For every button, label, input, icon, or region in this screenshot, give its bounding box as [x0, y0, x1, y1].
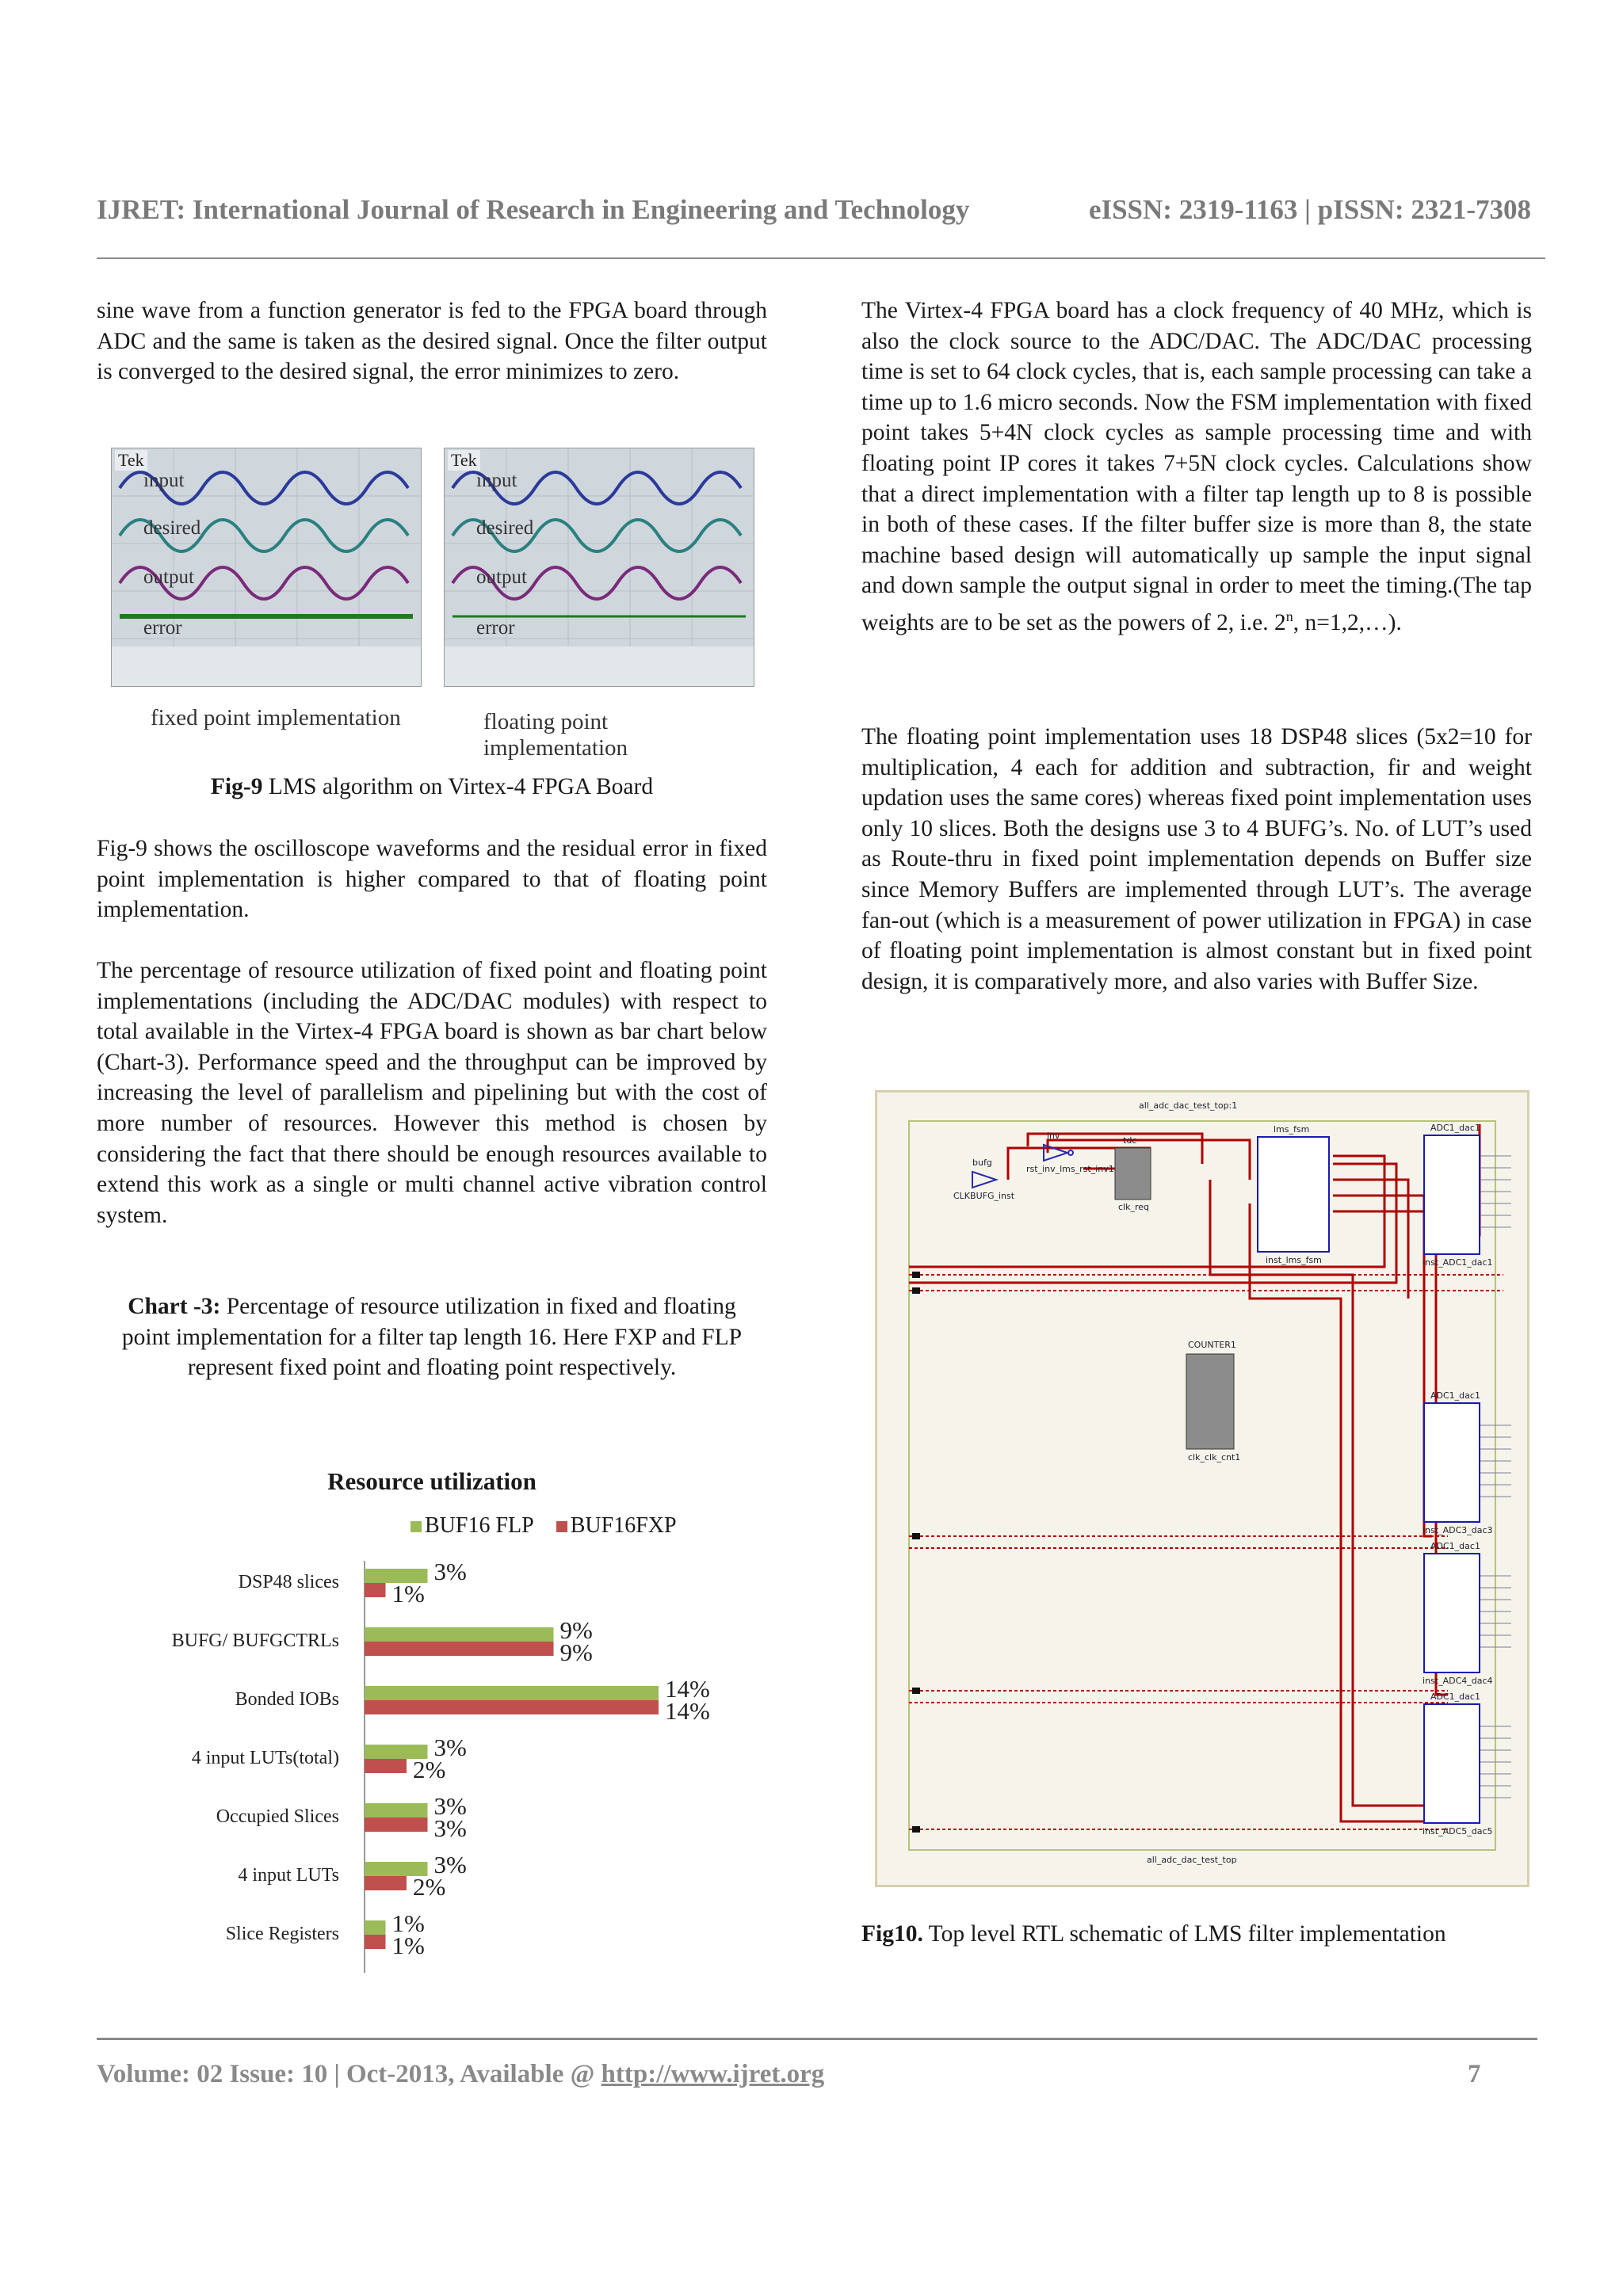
chart3-caption-label: Chart -3:	[128, 1294, 221, 1319]
bar-value-label: 9%	[559, 1616, 593, 1644]
bar-flp	[365, 1920, 386, 1935]
bar-value-label: 3%	[433, 1792, 467, 1820]
bar-value-label: 2%	[413, 1756, 446, 1783]
scope-fixed-point	[111, 448, 422, 687]
fig9-caption	[97, 772, 767, 803]
bar-flp	[365, 1686, 659, 1700]
bar-value-label: 1%	[391, 1932, 425, 1959]
fig10-caption	[861, 1919, 1532, 1950]
legend-label-fxp: BUF16FXP	[570, 1513, 677, 1538]
bar-value-label: 14%	[665, 1675, 710, 1703]
counter-instance: clk_clk_cnt1	[1188, 1452, 1241, 1463]
schematic-top-title: all_adc_dac_test_top:1	[1139, 1100, 1238, 1111]
category-label: 4 input LUTs	[238, 1865, 339, 1886]
scope-label-desired: desired	[476, 517, 534, 539]
counter-label: COUNTER1	[1188, 1340, 1236, 1350]
lms-fsm-instance: inst_lms_fsm	[1266, 1255, 1322, 1265]
chart-title: Resource utilization	[327, 1467, 537, 1495]
header-rule	[97, 257, 1545, 259]
issn: eISSN: 2319-1163 | pISSN: 2321-7308	[1088, 194, 1531, 225]
fig10-caption-text: Top level RTL schematic of LMS filter implementation	[922, 1921, 1446, 1947]
scope-label-input: input	[143, 470, 185, 491]
bar-flp	[365, 1627, 554, 1642]
footer-text: Volume: 02 Issue: 10 | Oct-2013, Available @	[97, 2060, 601, 2088]
scope-brand: Tek	[448, 450, 480, 471]
chart3-caption-text: Percentage of resource utilization in fixed and floating point implementation for a filter tap length 16. Here FXP and FLP represent fixed point and floating point respectively.	[121, 1294, 743, 1381]
tdc-instance: clk_req	[1118, 1202, 1150, 1212]
chart-plot	[97, 1450, 767, 1973]
journal-title: IJRET: International Journal of Research in Engineering and Technology	[97, 194, 970, 225]
adc3-instance: inst_ADC3_dac3	[1423, 1525, 1493, 1535]
schematic-drawing	[877, 1093, 1527, 1885]
scope-label-output: output	[143, 566, 194, 588]
tdc-label: tdc	[1123, 1135, 1137, 1146]
legend-label-flp: BUF16 FLP	[425, 1513, 534, 1538]
adc1-instance: inst_ADC1_dac1	[1423, 1257, 1493, 1268]
journal-link[interactable]: http://www.ijret.org	[601, 2060, 825, 2088]
bar-value-label: 1%	[391, 1909, 425, 1937]
bar-value-label: 9%	[559, 1638, 593, 1666]
fig9-caption-label: Fig-9	[210, 774, 263, 799]
inverter-instance: rst_inv_lms_rst_inv1	[1026, 1164, 1114, 1174]
page-number: 7	[1468, 2060, 1481, 2088]
bar-value-label: 3%	[433, 1851, 467, 1878]
footer-rule	[97, 2038, 1537, 2040]
right-paragraph-2: The floating point implementation uses 18 DSP48 slices (5x2=10 for multiplication, 4 each for addition and subtraction, fir and weight updation uses the same cores) whereas fixed point implementation uses only 10 slices. Both the designs use 3 to 4 BUFG’s. No. of LUT’s used as Route-thru in fixed point implementation depends on Buffer size since Memory Buffers are implemented through LUT’s. The average fan-out (which is a measurement of power utilization in FPGA) in case of floating point implementation is almost constant but in fixed point design, it is comparatively more, and also varies with Buffer Size.	[861, 724, 1532, 994]
fig9-panel-caption-float: floating point implementation	[483, 709, 628, 761]
page-footer	[97, 2060, 1484, 2089]
bar-flp	[365, 1803, 428, 1817]
adc3-label: ADC1_dac1	[1430, 1390, 1480, 1401]
bar-fxp	[365, 1876, 407, 1890]
adc1-label: ADC1_dac1	[1430, 1123, 1480, 1133]
bufg-label: bufg	[972, 1158, 992, 1168]
page-header	[97, 194, 1531, 226]
rtl-schematic	[875, 1090, 1529, 1887]
adc4-label: ADC1_dac1	[1430, 1541, 1480, 1551]
scope-label-error: error	[476, 617, 515, 639]
scope-label-error: error	[143, 617, 182, 639]
right-paragraph-1-text: The Virtex-4 FPGA board has a clock frequency of 40 MHz, which is also the clock source to the ADC/DAC. The ADC/DAC processing time is set to 64 clock cycles, that is, each sample processing can take a time up to 1.6 micro seconds. Now the FSM implementation with fixed point takes 5+4N clock cycles as sample processing time and with floating point IP cores it takes 7+5N clock cycles. Calculations show that a direct implementation with a filter tap length up to 8 is possible in both of these cases. If the filter buffer size is more than 8, the state machine based design will automatically up sample the input signal and down sample the output signal in order to meet the timing.(The tap weights are to be set as the powers of 2, i.e. 2	[861, 298, 1532, 635]
bar-value-label: 3%	[433, 1733, 467, 1761]
fig9-caption-text: LMS algorithm on Virtex-4 FPGA Board	[262, 774, 654, 799]
left-paragraph-2: Fig-9 shows the oscilloscope waveforms and the residual error in fixed point implementation is higher compared to that of floating point implementation.	[97, 836, 767, 923]
resource-utilization-chart	[97, 1450, 767, 1973]
scope-label-output: output	[476, 566, 527, 588]
bar-value-label: 3%	[433, 1558, 467, 1585]
right-paragraph-1-end: , n=1,2,…).	[1293, 609, 1402, 635]
fig9-panel-caption-fixed: fixed point implementation	[151, 705, 401, 730]
scope-label-input: input	[476, 470, 517, 491]
category-label: Bonded IOBs	[235, 1689, 339, 1710]
scope-brand: Tek	[115, 450, 147, 471]
bar-value-label: 3%	[433, 1814, 467, 1842]
category-label: 4 input LUTs(total)	[191, 1748, 339, 1768]
category-label: DSP48 slices	[238, 1572, 339, 1592]
bar-fxp	[365, 1642, 554, 1656]
scope-label-desired: desired	[143, 517, 201, 539]
adc5-label: ADC1_dac1	[1430, 1691, 1480, 1702]
schematic-bottom-title: all_adc_dac_test_top	[1147, 1855, 1237, 1865]
right-paragraph-1	[861, 296, 1532, 638]
adc5-instance: inst_ADC5_dac5	[1423, 1826, 1493, 1836]
category-label: BUFG/ BUFGCTRLs	[171, 1630, 339, 1651]
bar-fxp	[365, 1700, 659, 1714]
bar-fxp	[365, 1583, 386, 1597]
chart3-caption	[103, 1291, 761, 1383]
bufg-instance: CLKBUFG_inst	[953, 1191, 1015, 1201]
bar-value-label: 1%	[391, 1580, 425, 1608]
scope-floating-point	[444, 448, 754, 687]
bar-fxp	[365, 1759, 407, 1773]
bar-value-label: 14%	[665, 1697, 710, 1725]
bar-fxp	[365, 1817, 428, 1832]
adc4-instance: inst_ADC4_dac4	[1423, 1676, 1493, 1686]
inverter-label: inv	[1047, 1131, 1060, 1141]
category-label: Slice Registers	[225, 1924, 339, 1944]
category-label: Occupied Slices	[216, 1806, 339, 1827]
superscript-n: n	[1285, 608, 1293, 624]
bar-fxp	[365, 1935, 386, 1949]
left-paragraph-3: The percentage of resource utilization of fixed point and floating point implementations (including the ADC/DAC modules) with respect to total available in the Virtex-4 FPGA board is shown as bar chart below (Chart-3). Performance speed and the throughput can be improved by increasing the level of parallelism and pipelining but with the cost of more number of resources. However this method is chosen by considering the fact that there should be enough resources available to extend this work as a single or multi channel active vibration control system.	[97, 958, 767, 1228]
lms-fsm-label: lms_fsm	[1274, 1124, 1310, 1135]
fig10-caption-label: Fig10.	[861, 1921, 923, 1947]
left-paragraph-1: sine wave from a function generator is fed to the FPGA board through ADC and the same is taken as the desired signal. Once the filter output is converged to the desired signal, the error minimizes to zero.	[97, 298, 767, 385]
bar-value-label: 2%	[413, 1873, 446, 1901]
fig9-image	[111, 448, 758, 761]
